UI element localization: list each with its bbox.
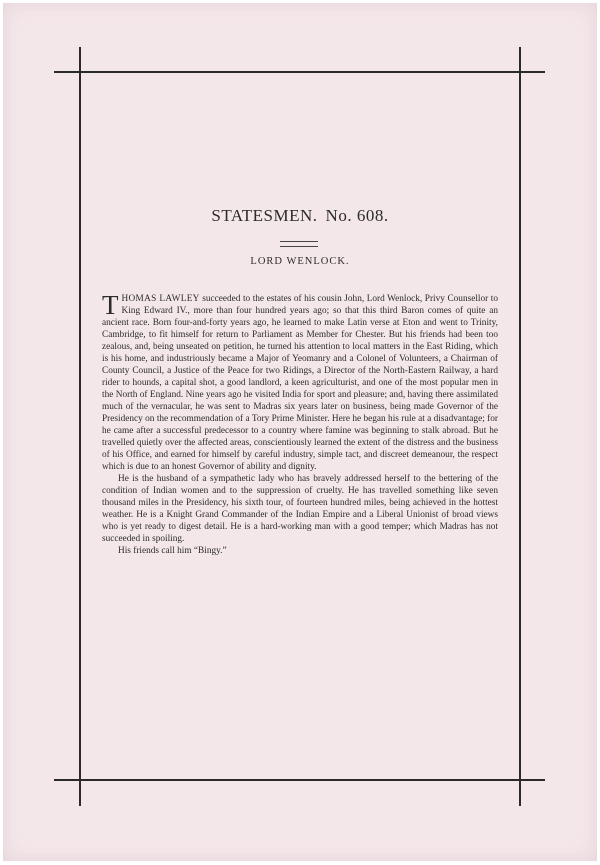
bottom-border-rule [54, 779, 545, 781]
title-divider [280, 241, 318, 247]
drop-cap: T [102, 290, 119, 320]
page-title [0, 206, 600, 226]
title-text: STATESMEN. [211, 206, 318, 225]
issue-number: No. 608. [325, 206, 389, 225]
top-border-rule [54, 71, 545, 73]
right-border-rule [519, 47, 521, 806]
paragraph-2: He is the husband of a sympathetic lady who has bravely addressed herself to the bettering of the condition of Indian women and to the suppression of cruelty. He has travelled something like seven thousand miles in the Presidency, his sixth tour, of fourteen hundred miles, being achieved in the hottest weather. He is a Knight Grand Commander of the Indian Empire and a Liberal Unionist of broad views who is yet ready to digest detail. He is a hard-working man with a good temper; which Madras has not succeeded in spoiling. [102, 474, 498, 544]
paragraph-3: His friends call him “Bingy.” [118, 546, 227, 556]
paragraph-1 [102, 290, 498, 473]
opening-word: HOMAS LAWLEY [121, 294, 200, 304]
paragraph-1-text: succeeded to the estates of his cousin John, Lord Wenlock, Privy Counsellor to King Edward IV., more than four hundred years ago; so that this third Baron comes of quite an ancient race. Born four-and-forty years ago, he learned to make Latin verse at Eton and went to Trinity, Cambridge, to fit himself for return to Parliament as Member for Chester. But his friends had been too zealous, and, being unseated on petition, he turned his attention to local matters in the East Riding, which is his home, and industriously became a Major of Yeomanry and a Colonel of Volunteers, a Chairman of County Council, a Justice of the Peace for two Ridings, a Director of the North-Eastern Railway, a hard rider to hounds, a capital shot, a good landlord, a keen agriculturist, and one of the most popular men in the North of England. Nine years ago he visited India for sport and pleasure; and, having there assimilated much of the vernacular, he was sent to Madras six years later on business, being made Governor of the Presidency on the recommendation of a Tory Prime Minister. Here he began his rule at a disadvantage; for he came after a successful predecessor to a country where famine was beginning to stalk abroad. But he travelled quietly over the affected areas, conscientiously learned the extent of the distress and the business of his Office, and earned for himself by careful industry, simple tact, and discreet demeanour, the respect which is due to an honest Governor of ability and dignity. [102, 294, 498, 472]
article-body [102, 290, 498, 557]
left-border-rule [79, 47, 81, 806]
subject-heading: LORD WENLOCK. [250, 256, 350, 267]
